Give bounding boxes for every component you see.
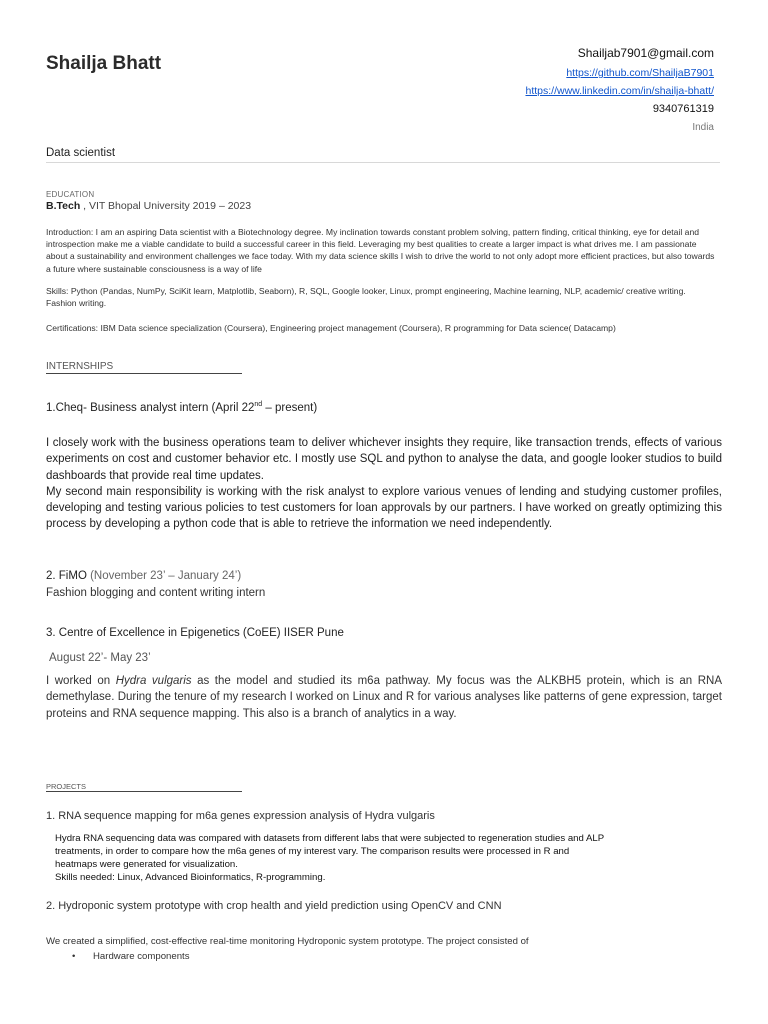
title-text-suffix: – present) <box>262 401 318 414</box>
species-name: Hydra vulgaris <box>115 675 192 687</box>
fimo-name: 2. FiMO <box>46 570 87 582</box>
bullet-icon: • <box>72 951 76 962</box>
coee-description <box>46 673 722 722</box>
email-address: Shailjab7901@gmail.com <box>577 46 714 60</box>
list-item-text: Hardware components <box>93 951 190 962</box>
phone-number: 9340761319 <box>652 103 714 115</box>
coee-text: I worked on <box>46 675 116 687</box>
country: India <box>692 122 714 133</box>
project-1-title: 1. RNA sequence mapping for m6a genes expression analysis of Hydra vulgaris <box>46 810 435 822</box>
degree: B.Tech <box>46 200 81 212</box>
projects-heading: PROJECTS <box>46 782 87 791</box>
job-role: Data scientist <box>46 147 116 159</box>
title-superscript: nd <box>254 401 263 408</box>
education-entry <box>46 200 251 212</box>
certifications-paragraph: Certifications: IBM Data science specialization (Coursera), Engineering project management (Coursera), R programming for Data science( Datacamp) <box>46 323 616 333</box>
cheq-paragraph-1: I closely work with the business operations team to deliver whichever insights they require, like transaction trends, effects of various experiments on cost and customer behavior etc. I mostly use SQL and python to analyse the data, and google looker studios to build dashboards that provide real time updates. <box>46 437 722 482</box>
coee-internship-title: 3. Centre of Excellence in Epigenetics (CoEE) IISER Pune <box>46 627 344 639</box>
section-underline <box>46 373 242 374</box>
education-details: , VIT Bhopal University 2019 – 2023 <box>80 200 252 212</box>
fimo-internship-title <box>46 570 241 582</box>
cheq-internship-title <box>46 401 317 414</box>
github-link[interactable]: https://github.com/ShailjaB7901 <box>566 67 714 79</box>
list-item <box>72 951 190 962</box>
candidate-name: Shailja Bhatt <box>46 53 162 74</box>
cheq-paragraph-2: My second main responsibility is working with the risk analyst to explore various venues of lending and studying customer profiles, developing and testing various policies to test customers for loan approvals by our partners. I have worked on greatly optimizing this process by developing a python code that is able to retrieve the information we need independently. <box>46 485 722 531</box>
introduction-paragraph: Introduction: I am an aspiring Data scientist with a Biotechnology degree. My inclination towards constant problem solving, pattern finding, critical thinking, eye for detail and introspection make me a viable candidate to build a successful career in this field. Leveraging my best qualities to create a larger impact is what drives me. I am passionate about a sustainability and environment challenges we face today. With my data science skills I wish to drive the world to not only adopt more efficient practices, but also towards a future where sustainable consciousness is a way of life <box>46 227 715 274</box>
linkedin-link[interactable]: https://www.linkedin.com/in/shailja-bhatt/ <box>525 85 714 97</box>
fimo-subtitle: Fashion blogging and content writing intern <box>46 587 266 599</box>
title-text: 1.Cheq- Business analyst intern (April 22 <box>46 401 255 414</box>
skills-paragraph: Skills: Python (Pandas, NumPy, SciKit learn, Matplotlib, Seaborn), R, SQL, Google looker, Linux, prompt engineering, Machine learning, NLP, academic/ creative writing. Fashion writing. <box>46 286 686 309</box>
section-underline <box>46 791 242 792</box>
project-1-line: heatmaps were generated for visualization. <box>55 859 238 870</box>
project-1-line: Hydra RNA sequencing data was compared with datasets from different labs that were subjected to regeneration studies and ALP <box>55 833 605 844</box>
fimo-dates: (November 23’ – January 24’) <box>86 570 242 582</box>
education-heading: EDUCATION <box>46 190 95 199</box>
divider <box>46 162 720 163</box>
project-1-description <box>55 832 675 884</box>
project-2-title: 2. Hydroponic system prototype with crop health and yield prediction using OpenCV and CNN <box>46 900 502 912</box>
project-2-description: We created a simplified, cost-effective real-time monitoring Hydroponic system prototype. The project consisted of <box>46 936 529 947</box>
coee-dates: August 22’- May 23’ <box>49 652 151 664</box>
internships-heading: INTERNSHIPS <box>46 361 114 372</box>
project-1-skills: Skills needed: Linux, Advanced Bioinformatics, R-programming. <box>55 872 326 883</box>
project-1-line: treatments, in order to compare how the m6a genes of my interest vary. The comparison results were processed in R and <box>55 846 570 857</box>
coee-text-rest: as the model and studied its m6a pathway. My focus was the ALKBH5 protein, which is an RNA demethylase. During the tenure of my research I worked on Linux and R for various analyses like patterns of gene expression, target proteins and RNA sequence mapping. This also is a branch of analytics in a way. <box>46 675 722 720</box>
cheq-description <box>46 435 722 533</box>
